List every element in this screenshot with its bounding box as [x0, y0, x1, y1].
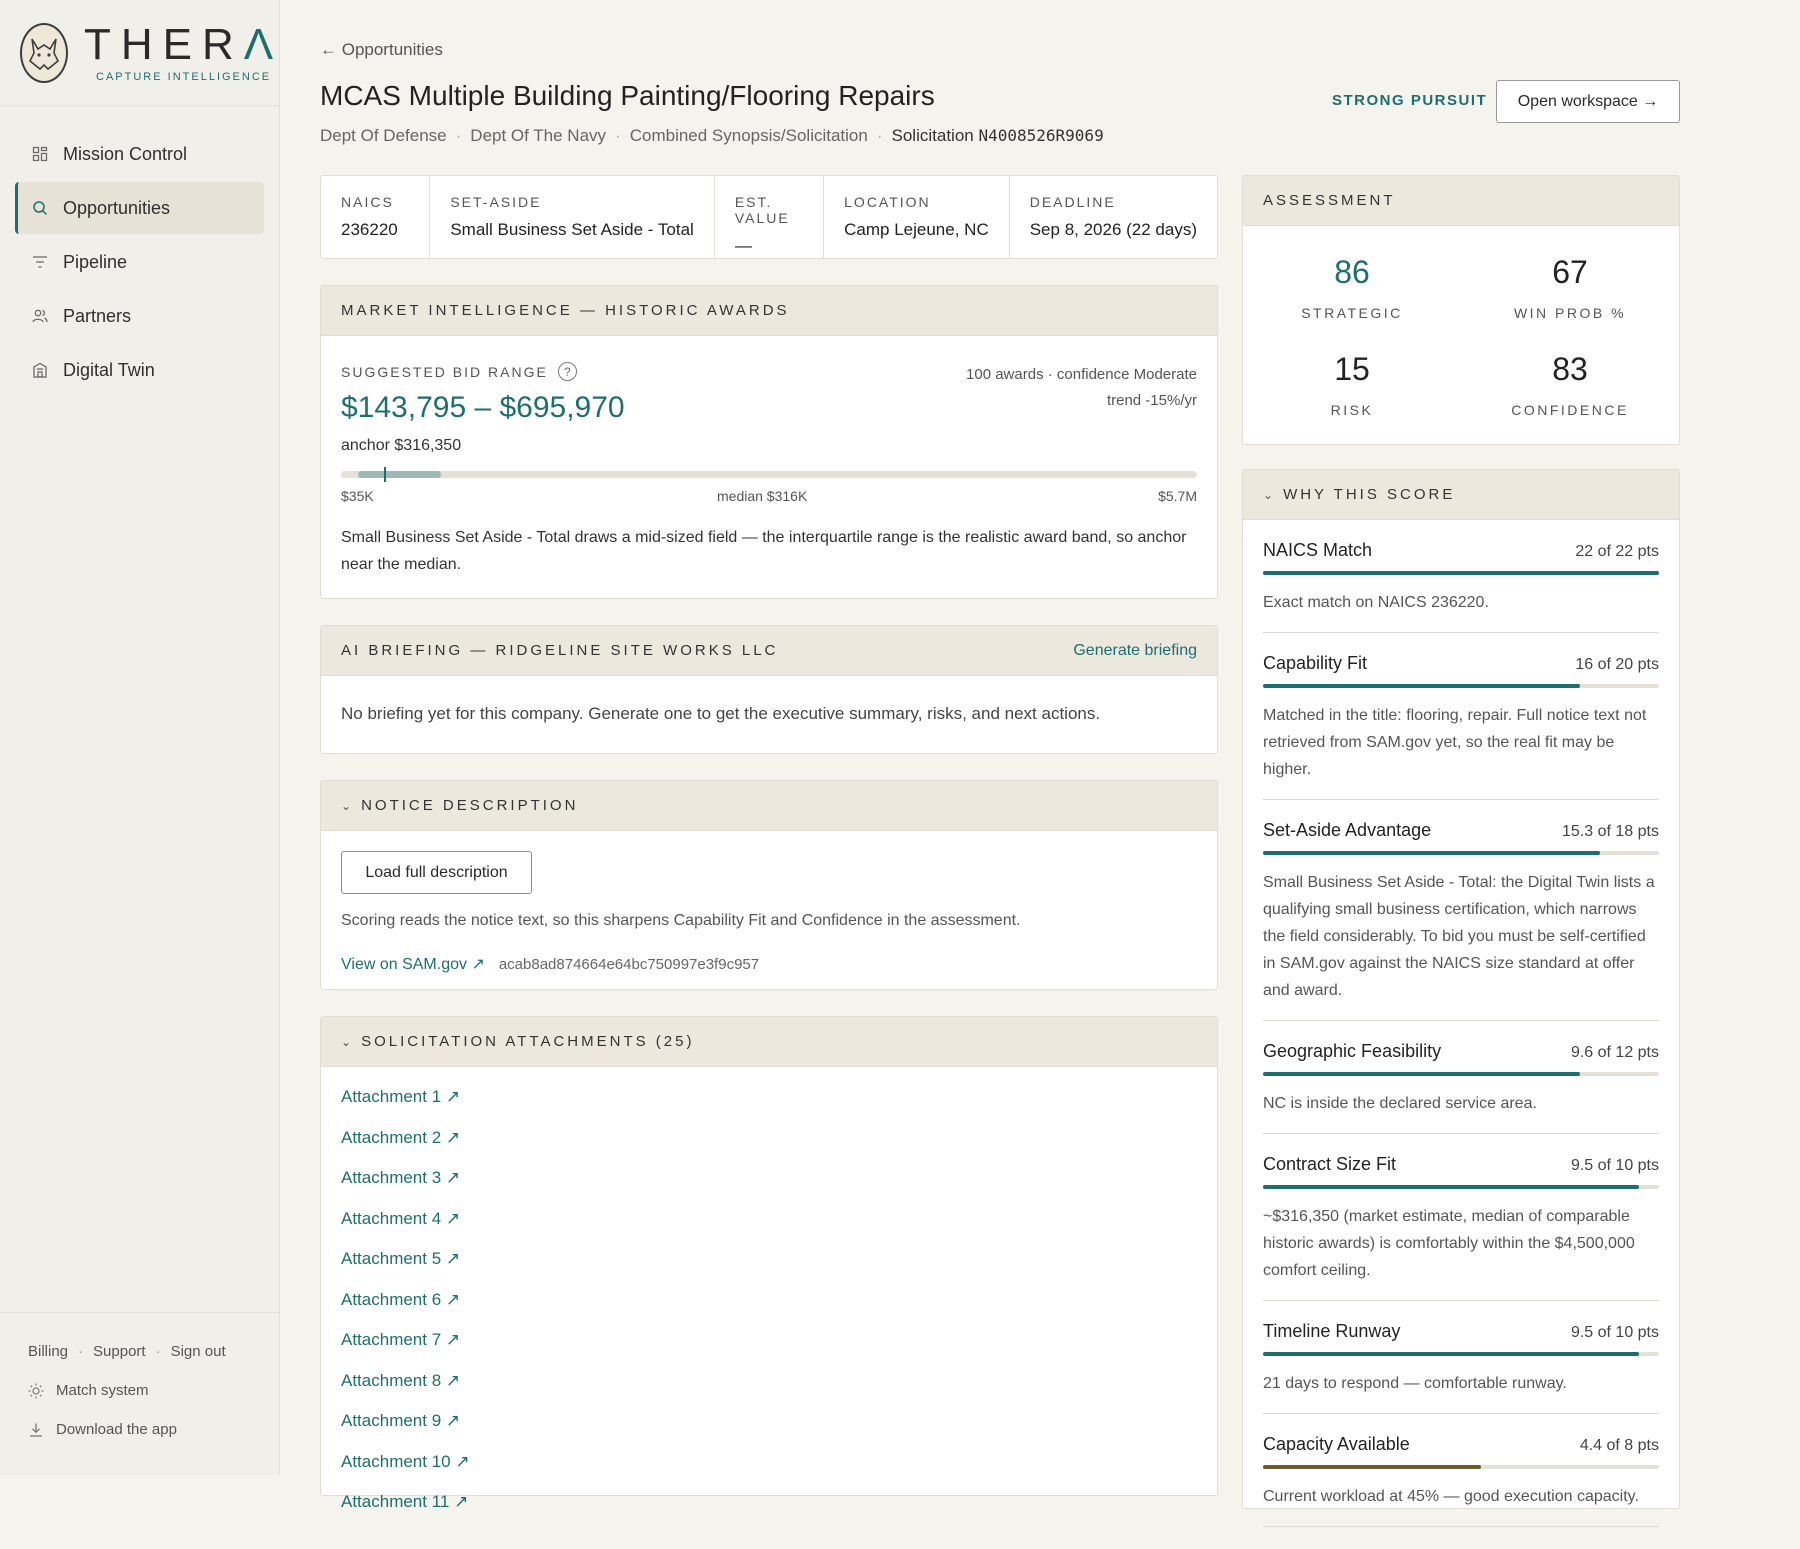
- notice-type: Combined Synopsis/Solicitation: [629, 126, 868, 145]
- brand-name: THERΛ: [84, 19, 284, 69]
- separator: ·: [615, 126, 621, 145]
- nav-opportunities[interactable]: [15, 182, 264, 234]
- solicitation-number: N4008526R9069: [978, 126, 1104, 145]
- factor-bar: [1263, 1072, 1659, 1076]
- why-heading: WHY THIS SCORE: [1283, 486, 1456, 503]
- chevron-down-icon: ⌄: [341, 798, 352, 813]
- briefing-heading: AI BRIEFING — RIDGELINE SITE WORKS LLC: [341, 642, 779, 659]
- score-value: 67: [1552, 254, 1588, 290]
- factor-name: Capability Fit: [1263, 653, 1368, 673]
- brand-tagline: CAPTURE INTELLIGENCE: [96, 70, 272, 83]
- score-risk: [1243, 351, 1461, 448]
- open-workspace-button[interactable]: Open workspace →: [1496, 80, 1680, 123]
- attachment-link[interactable]: Attachment 1 ↗: [341, 1087, 461, 1106]
- fact-label: NAICS: [341, 194, 394, 210]
- anchor-marker: [384, 467, 386, 482]
- fact-value: —: [734, 236, 752, 255]
- factor-bar-fill: [1263, 1465, 1481, 1469]
- attachment-link[interactable]: Attachment 10 ↗: [341, 1451, 470, 1471]
- page-title: MCAS Multiple Building Painting/Flooring Repairs: [320, 80, 935, 111]
- pursuit-badge: STRONG PURSUIT: [1332, 92, 1488, 109]
- factor-bar: [1263, 1465, 1659, 1469]
- attachments-heading: SOLICITATION ATTACHMENTS (25): [361, 1033, 695, 1050]
- award-count: 100 awards · confidence Moderate: [966, 366, 1197, 383]
- generate-briefing-link[interactable]: Generate briefing: [1073, 641, 1197, 659]
- score-strategic: [1243, 254, 1461, 351]
- score-factor: [1263, 633, 1659, 800]
- bid-range-label: SUGGESTED BID RANGE ?: [341, 362, 1197, 381]
- nav-mission-control[interactable]: [15, 128, 264, 180]
- score-factor-list: [1243, 520, 1679, 1527]
- attachment-link[interactable]: Attachment 3 ↗: [341, 1168, 461, 1187]
- department: Dept Of Defense: [320, 126, 447, 145]
- market-intelligence-card: [320, 285, 1218, 599]
- sidebar-footer: [0, 1312, 280, 1475]
- score-factor: [1263, 1301, 1659, 1414]
- factor-bar-fill: [1263, 684, 1580, 688]
- factor-description: NC is inside the declared service area.: [1263, 1095, 1537, 1112]
- notice-toggle[interactable]: [321, 781, 1217, 831]
- nav-pipeline[interactable]: [15, 236, 264, 288]
- fact-label: LOCATION: [844, 194, 931, 210]
- factor-points: 4.4 of 8 pts: [1579, 1437, 1659, 1454]
- attachment-link[interactable]: Attachment 6 ↗: [341, 1289, 461, 1309]
- nav-label: Opportunities: [63, 197, 171, 218]
- sun-icon: [28, 1383, 44, 1399]
- bid-range-track: [341, 471, 1197, 478]
- main-nav: [0, 106, 279, 396]
- fact-location: [824, 176, 1010, 258]
- attachment-link[interactable]: Attachment 11 ↗: [341, 1492, 469, 1511]
- separator: ·: [155, 1343, 161, 1360]
- factor-bar: [1263, 851, 1659, 855]
- notice-heading: NOTICE DESCRIPTION: [361, 797, 579, 814]
- range-max: $5.7M: [1158, 488, 1197, 504]
- factor-description: 21 days to respond — comfortable runway.: [1263, 1375, 1567, 1392]
- bid-range-value: $143,795 – $695,970: [341, 391, 625, 424]
- chevron-down-icon: ⌄: [341, 1034, 352, 1049]
- chevron-down-icon: ⌄: [1263, 487, 1274, 502]
- download-icon: [28, 1422, 44, 1438]
- brand-logo[interactable]: [0, 0, 284, 106]
- attachment-link[interactable]: Attachment 9 ↗: [341, 1411, 461, 1430]
- billing-link[interactable]: Billing: [28, 1343, 69, 1360]
- factor-bar-fill: [1263, 1352, 1639, 1356]
- back-link[interactable]: ← Opportunities: [320, 40, 443, 59]
- attachment-link[interactable]: Attachment 7 ↗: [341, 1330, 461, 1349]
- download-app-link[interactable]: [28, 1421, 280, 1438]
- fact-value: Camp Lejeune, NC: [844, 220, 989, 239]
- fact-set-aside: [430, 176, 714, 258]
- briefing-empty-text: No briefing yet for this company. Generate one to get the executive summary, risks, and next actions.: [341, 704, 1101, 723]
- range-median: median $316K: [717, 488, 808, 504]
- factor-name: Capacity Available: [1263, 1434, 1410, 1454]
- fact-value: Small Business Set Aside - Total: [450, 220, 694, 239]
- factor-bar: [1263, 571, 1659, 575]
- factor-bar: [1263, 684, 1659, 688]
- score-win-prob: [1461, 254, 1679, 351]
- factor-points: 9.5 of 10 pts: [1570, 1324, 1659, 1341]
- attachment-link[interactable]: Attachment 4 ↗: [341, 1208, 461, 1228]
- factor-bar-fill: [1263, 851, 1600, 855]
- notice-id: acab8ad874664e64bc750997e3f9c957: [498, 955, 760, 973]
- attachments-toggle[interactable]: [321, 1017, 1217, 1067]
- notice-note: Scoring reads the notice text, so this sharpens Capability Fit and Confidence in the assessment.: [341, 912, 1021, 929]
- assessment-heading: ASSESSMENT: [1243, 176, 1679, 226]
- assessment-card: [1242, 175, 1680, 445]
- breadcrumb: [320, 126, 1104, 146]
- users-icon: [31, 307, 49, 325]
- market-heading: MARKET INTELLIGENCE — HISTORIC AWARDS: [321, 286, 1217, 336]
- sam-gov-link[interactable]: View on SAM.gov ↗: [341, 956, 485, 973]
- search-icon: [31, 199, 49, 217]
- match-system-label: Match system: [56, 1382, 149, 1399]
- fact-label: EST. VALUE: [734, 194, 790, 226]
- nav-partners[interactable]: [15, 290, 264, 342]
- notice-description-card: [320, 780, 1218, 990]
- why-this-score-card: [1242, 469, 1680, 1509]
- score-value: 15: [1334, 351, 1370, 387]
- factor-points: 15.3 of 18 pts: [1562, 823, 1659, 840]
- factor-bar-fill: [1263, 1185, 1639, 1189]
- nav-label: Partners: [63, 305, 132, 326]
- factor-bar-fill: [1263, 1072, 1580, 1076]
- bid-range-band: [358, 471, 441, 478]
- award-stats: [966, 362, 1197, 414]
- grid-icon: [31, 145, 49, 163]
- sign-out-link[interactable]: Sign out: [170, 1343, 226, 1360]
- factor-points: 9.6 of 12 pts: [1570, 1044, 1659, 1061]
- filter-icon: [31, 253, 49, 271]
- score-factor: [1263, 1021, 1659, 1134]
- score-label: STRATEGIC: [1301, 305, 1403, 321]
- factor-bar-fill: [1263, 571, 1659, 575]
- solicitation-label: Solicitation: [891, 126, 974, 145]
- nav-label: Mission Control: [63, 143, 188, 164]
- attachment-link[interactable]: Attachment 8 ↗: [341, 1370, 461, 1390]
- help-icon[interactable]: ?: [558, 362, 577, 381]
- fact-strip: [320, 175, 1218, 259]
- fact-label: SET-ASIDE: [450, 194, 542, 210]
- fact-label: DEADLINE: [1029, 194, 1116, 210]
- factor-points: 9.5 of 10 pts: [1570, 1157, 1659, 1174]
- nav-label: Pipeline: [63, 251, 128, 272]
- score-label: RISK: [1330, 402, 1374, 418]
- score-value: 83: [1552, 351, 1588, 387]
- download-app-label: Download the app: [56, 1421, 177, 1438]
- score-label: CONFIDENCE: [1511, 402, 1629, 418]
- score-factor: [1263, 1414, 1659, 1527]
- factor-bar: [1263, 1352, 1659, 1356]
- score-factor: [1263, 1134, 1659, 1301]
- attachment-link[interactable]: Attachment 5 ↗: [341, 1249, 461, 1268]
- award-trend: trend -15%/yr: [1106, 392, 1197, 409]
- building-icon: [31, 361, 49, 379]
- attachments-card: [320, 1016, 1218, 1511]
- factor-name: Timeline Runway: [1263, 1321, 1401, 1341]
- support-link[interactable]: Support: [93, 1343, 146, 1360]
- factor-description: Matched in the title: flooring, repair. Full notice text not retrieved from SAM.gov yet, so the real fit may be higher.: [1263, 707, 1647, 778]
- anchor-value: anchor $316,350: [341, 437, 462, 454]
- ai-briefing-card: [320, 625, 1218, 754]
- factor-name: Set-Aside Advantage: [1263, 820, 1432, 840]
- load-description-button[interactable]: Load full description: [341, 851, 532, 894]
- nav-label: Digital Twin: [63, 359, 155, 380]
- fact-naics: [321, 176, 430, 258]
- score-value: 86: [1334, 254, 1370, 290]
- factor-description: Small Business Set Aside - Total: the Digital Twin lists a qualifying small business certification, which narrows the field considerably. To bid you must be self-certified in SAM.gov against the NAICS size standard at offer and award.: [1263, 874, 1655, 999]
- factor-name: Geographic Feasibility: [1263, 1041, 1442, 1061]
- separator: ·: [455, 126, 462, 145]
- fact-deadline: [1010, 176, 1217, 258]
- factor-points: 16 of 20 pts: [1575, 656, 1659, 673]
- factor-name: NAICS Match: [1263, 540, 1373, 560]
- sub-department: Dept Of The Navy: [470, 126, 607, 145]
- separator: ·: [876, 126, 883, 145]
- fact-value: 236220: [341, 220, 398, 239]
- attachment-list: [321, 1067, 1217, 1549]
- solicitation: [892, 126, 1104, 146]
- factor-points: 22 of 22 pts: [1575, 543, 1659, 560]
- separator: ·: [78, 1343, 84, 1360]
- wolf-logo-icon: [20, 23, 68, 83]
- why-toggle[interactable]: [1243, 470, 1679, 520]
- range-min: $35K: [341, 488, 374, 504]
- factor-description: Current workload at 45% — good execution capacity.: [1263, 1488, 1639, 1505]
- factor-name: Contract Size Fit: [1263, 1154, 1397, 1174]
- market-note: Small Business Set Aside - Total draws a mid-sized field — the interquartile range is the realistic award band, so anchor near the median.: [341, 529, 1187, 573]
- factor-bar: [1263, 1185, 1659, 1189]
- sidebar: [0, 0, 284, 1475]
- match-system-link[interactable]: [28, 1382, 280, 1399]
- attachment-link[interactable]: Attachment 2 ↗: [341, 1127, 461, 1147]
- factor-description: Exact match on NAICS 236220.: [1263, 594, 1489, 611]
- score-confidence: [1461, 351, 1679, 448]
- score-factor: [1263, 520, 1659, 633]
- fact-value: Sep 8, 2026 (22 days): [1029, 220, 1197, 239]
- factor-description: ~$316,350 (market estimate, median of comparable historic awards) is comfortably within the $4,500,000 comfort ceiling.: [1263, 1208, 1635, 1279]
- score-factor: [1263, 800, 1659, 1021]
- range-labels: [341, 488, 1197, 510]
- fact-est-value: [715, 176, 824, 258]
- nav-digital-twin[interactable]: [15, 344, 264, 396]
- score-label: WIN PROB %: [1513, 305, 1627, 321]
